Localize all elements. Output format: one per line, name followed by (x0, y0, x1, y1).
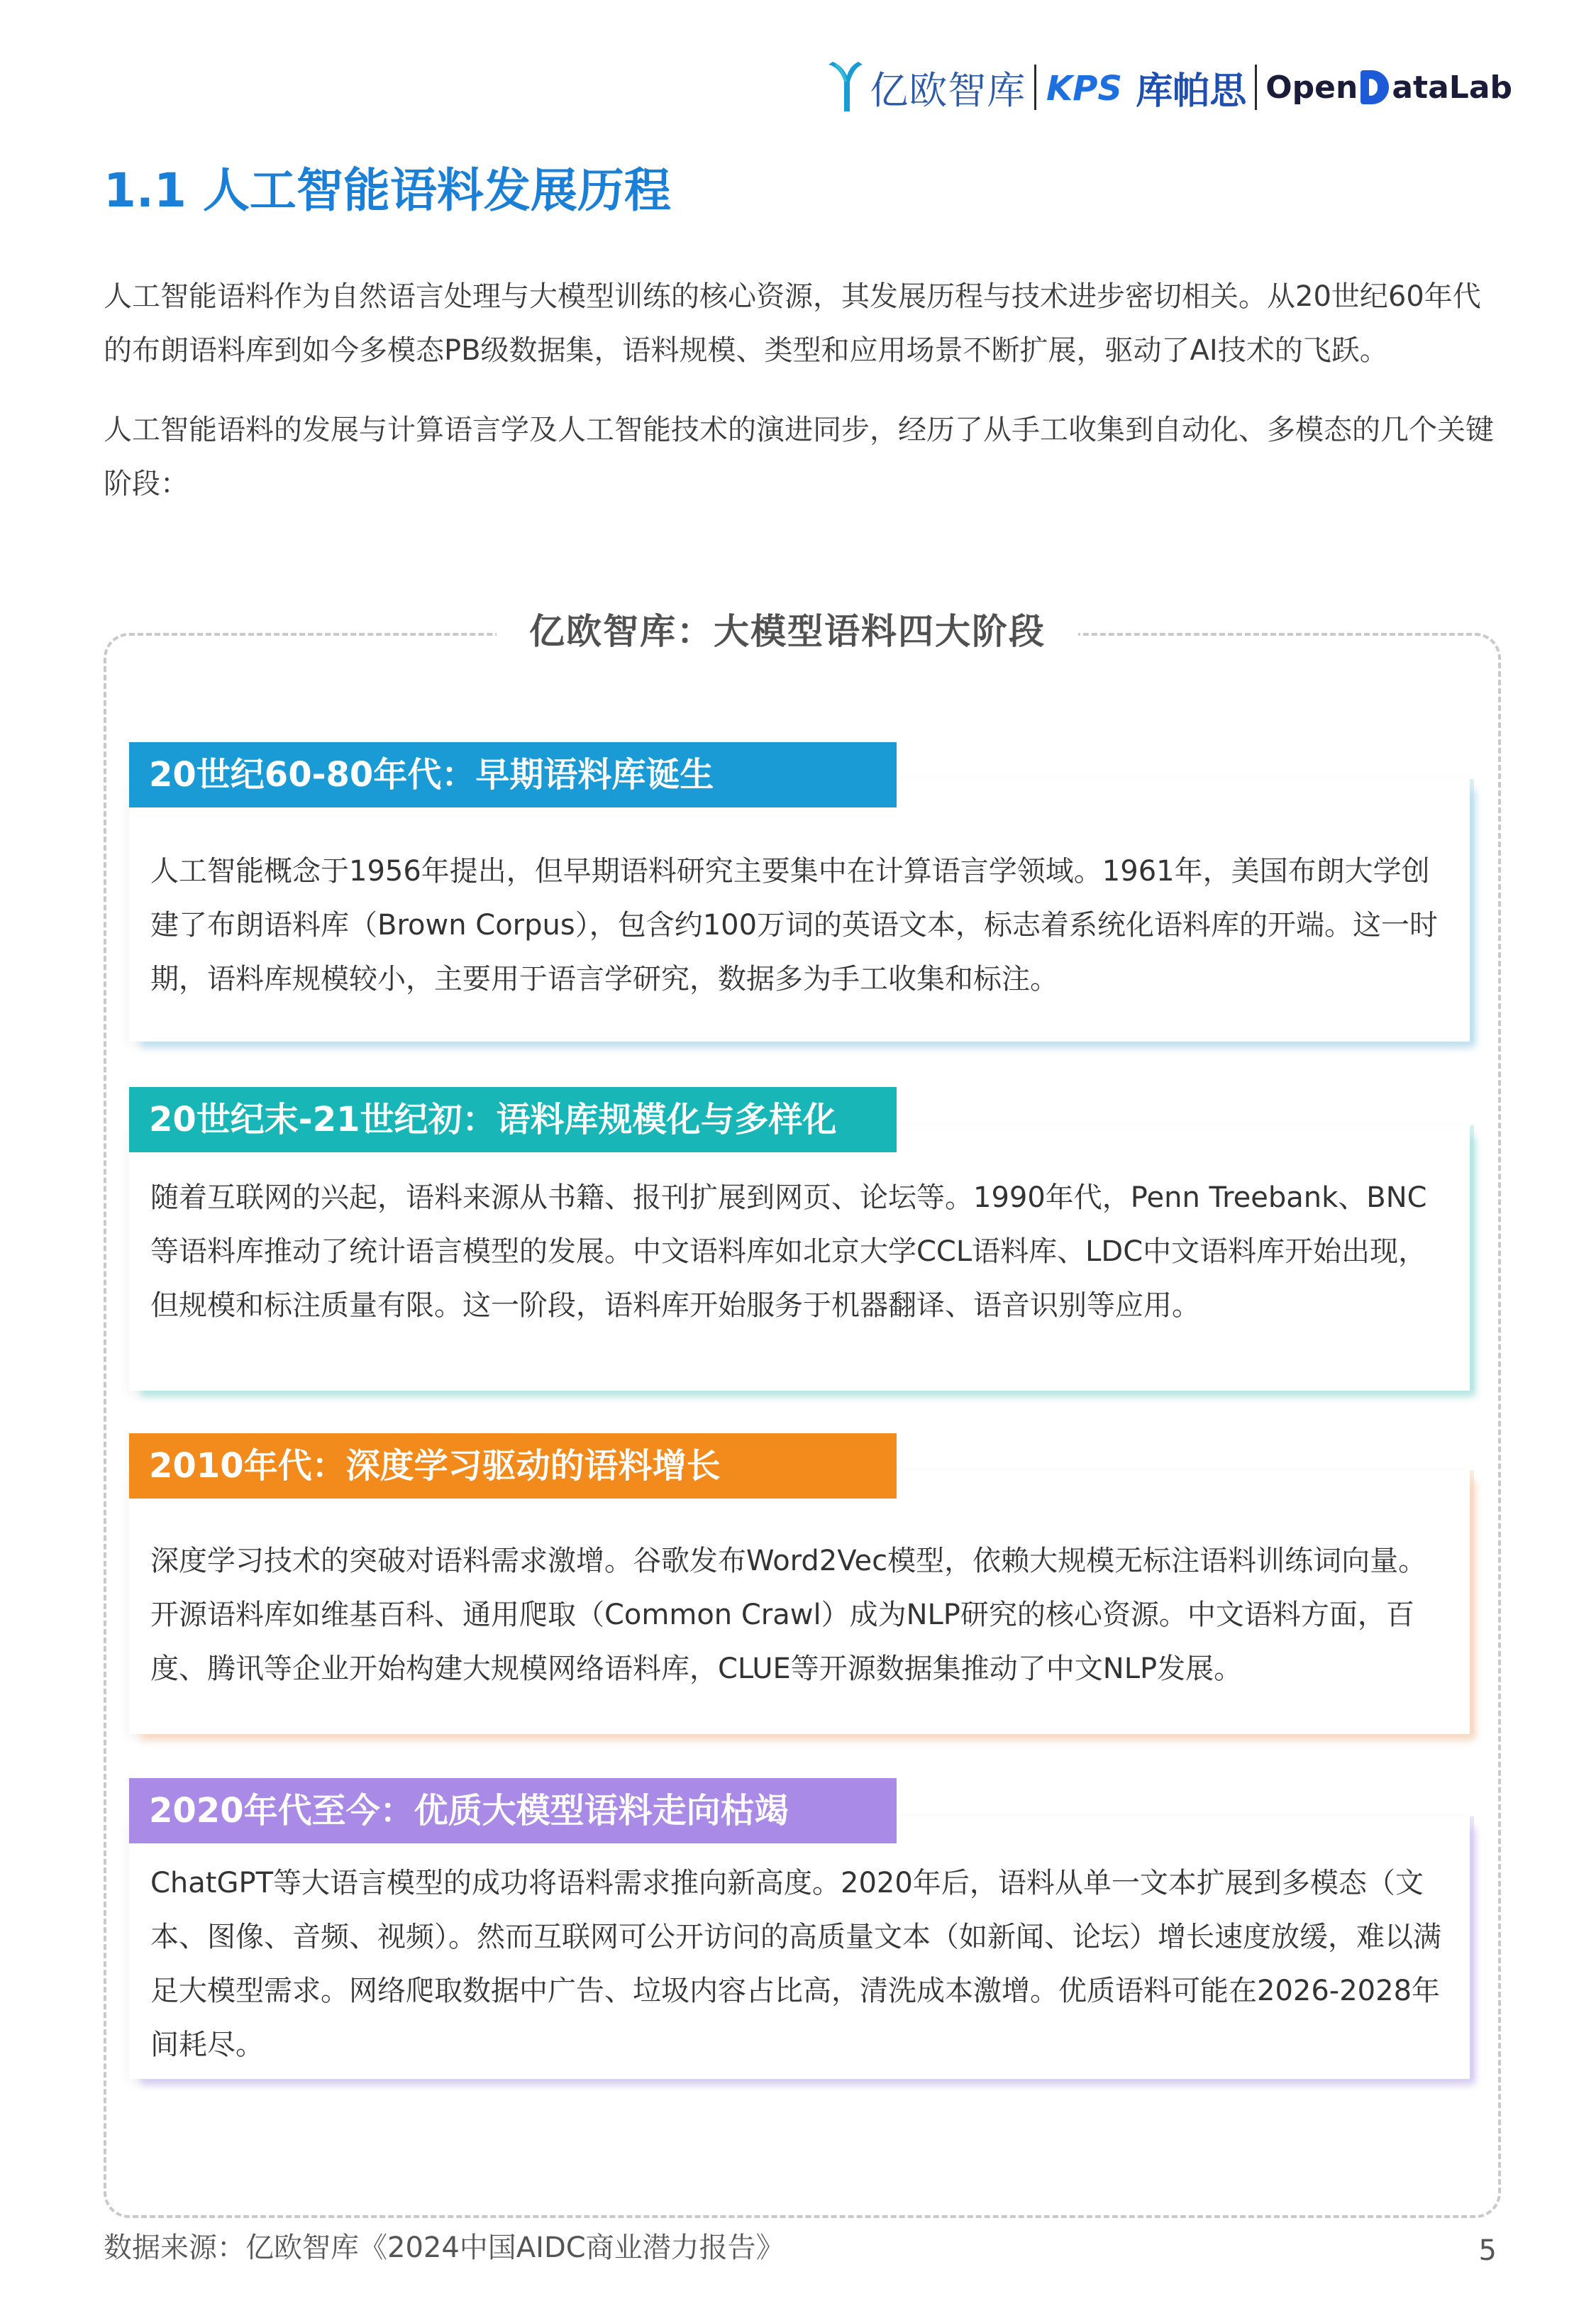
header-logos (826, 55, 1512, 119)
stage-label-4: 2020年代至今：优质大模型语料走向枯竭 (129, 1778, 897, 1843)
stage-body-3: 深度学习技术的突破对语料需求激增。谷歌发布Word2Vec模型，依赖大规模无标注语料训练词向量。开源语料库如维基百科、通用爬取（Common Crawl）成为NLP研究的核心资源。中文语料方面，百度、腾讯等企业开始构建大规模网络语料库，CLUE等开源数据集推动了中文NLP发展。 (150, 1545, 1427, 1685)
stage-body-1: 人工智能概念于1956年提出，但早期语料研究主要集中在计算语言学领域。1961年，美国布朗大学创建了布朗语料库（Brown Corpus），包含约100万词的英语文本，标志着系统化语料库的开端。这一时期，语料库规模较小，主要用于语言学研究，数据多为手工收集和标注。 (150, 855, 1439, 995)
logo-divider (1255, 65, 1257, 110)
stages-panel-title: 亿欧智库：大模型语料四大阶段 (497, 602, 1078, 661)
yiou-logo (826, 60, 1026, 115)
yiou-mark-icon (826, 60, 865, 114)
logo-divider (1034, 65, 1036, 110)
stage-body-4: ChatGPT等大语言模型的成功将语料需求推向新高度。2020年后，语料从单一文本扩展到多模态（文本、图像、音频、视频）。然而互联网可公开访问的高质量文本（如新闻、论坛）增长速度放缓，难以满足大模型需求。网络爬取数据中广告、垃圾内容占比高，清洗成本激增。优质语料可能在2026-2028年间耗尽。 (150, 1867, 1441, 2061)
opendatalab-open-text: Open (1265, 69, 1358, 106)
kps-mark-icon (1045, 66, 1130, 109)
section-title: 1.1 人工智能语料发展历程 (104, 163, 671, 218)
opendatalab-d-icon (1361, 70, 1389, 104)
data-source-footnote: 数据来源：亿欧智库《2024中国AIDC商业潜力报告》 (104, 2231, 785, 2264)
page-number: 5 (1478, 2234, 1497, 2267)
stage-label-3: 2010年代：深度学习驱动的语料增长 (129, 1433, 897, 1499)
intro-paragraph-2: 人工智能语料的发展与计算语言学及人工智能技术的演进同步，经历了从手工收集到自动化、多模态的几个关键阶段： (104, 414, 1494, 500)
kps-logo-text: 库帕思 (1136, 70, 1247, 113)
stage-label-2: 20世纪末-21世纪初：语料库规模化与多样化 (129, 1087, 897, 1152)
kps-logo (1045, 61, 1246, 114)
yiou-logo-text: 亿欧智库 (870, 67, 1026, 113)
intro-paragraph-1: 人工智能语料作为自然语言处理与大模型训练的核心资源，其发展历程与技术进步密切相关。从20世纪60年代的布朗语料库到如今多模态PB级数据集，语料规模、类型和应用场景不断扩展，驱动了AI技术的飞跃。 (104, 280, 1481, 367)
opendatalab-rest-text: ataLab (1392, 69, 1512, 106)
opendatalab-logo (1265, 70, 1512, 106)
stage-label-1: 20世纪60-80年代：早期语料库诞生 (129, 742, 897, 807)
kps-mark-text: KPS (1046, 69, 1123, 109)
stage-body-2: 随着互联网的兴起，语料来源从书籍、报刊扩展到网页、论坛等。1990年代，Penn Treebank、BNC等语料库推动了统计语言模型的发展。中文语料库如北京大学CCL语料库、LDC中文语料库开始出现，但规模和标注质量有限。这一阶段，语料库开始服务于机器翻译、语音识别等应用。 (150, 1181, 1427, 1322)
